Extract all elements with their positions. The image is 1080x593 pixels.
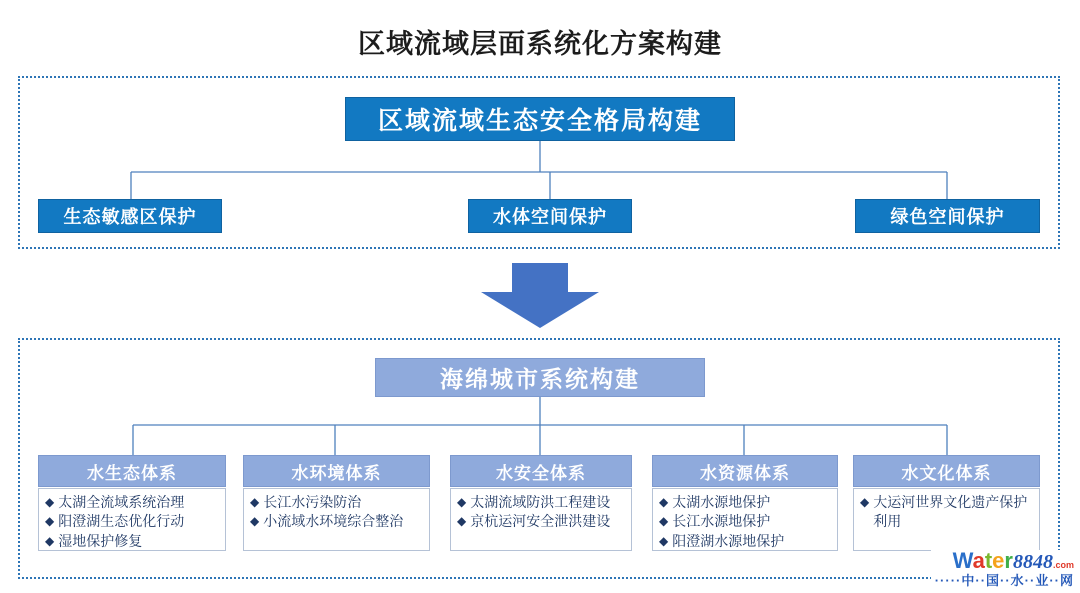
list-item: ◆ 太湖全流域系统治理: [45, 493, 221, 512]
column-header: 水环境体系: [243, 455, 430, 487]
column-water-resources: [652, 455, 838, 551]
watermark-brand-word: Water: [952, 548, 1013, 573]
bottom-main-box: 海绵城市系统构建: [375, 358, 705, 397]
list-item: ◆ 大运河世界文化遗产保护利用: [860, 494, 1028, 530]
column-body: [243, 488, 430, 551]
list-item: ◆ 长江水污染防治: [250, 493, 425, 512]
top-main-box: 区域流域生态安全格局构建: [345, 97, 735, 141]
column-water-ecology: [38, 455, 226, 551]
watermark-tagline: ·····中··国··水··业··网: [934, 573, 1074, 588]
column-header: 水文化体系: [853, 455, 1040, 487]
diamond-bullet-icon: ◆: [659, 533, 669, 548]
list-item: ◆ 阳澄湖水源地保护: [659, 532, 833, 551]
diamond-bullet-icon: ◆: [659, 514, 669, 529]
list-item: ◆ 长江水源地保护: [659, 512, 833, 531]
column-body: [38, 488, 226, 551]
diamond-bullet-icon: ◆: [45, 514, 55, 529]
diamond-bullet-icon: ◆: [457, 495, 467, 509]
column-header: 水资源体系: [652, 455, 838, 487]
column-header: 水生态体系: [38, 455, 226, 487]
down-arrow-icon: [481, 263, 599, 328]
diamond-bullet-icon: ◆: [45, 495, 55, 509]
watermark: [931, 550, 1074, 587]
diamond-bullet-icon: ◆: [457, 514, 467, 529]
top-child-box-green-space: 绿色空间保护: [855, 199, 1040, 233]
watermark-number: 8848: [1012, 551, 1053, 573]
list-item: ◆ 太湖流域防洪工程建设: [457, 493, 627, 512]
top-child-box-eco-sensitive: 生态敏感区保护: [38, 199, 222, 233]
column-water-environment: [243, 455, 430, 551]
column-body: [853, 488, 1040, 551]
list-item: ◆ 湿地保护修复: [45, 532, 221, 551]
diamond-bullet-icon: ◆: [659, 495, 669, 509]
page-title: 区域流域层面系统化方案构建: [358, 29, 722, 59]
list-item: ◆ 阳澄湖生态优化行动: [45, 512, 221, 531]
list-item: ◆ 太湖水源地保护: [659, 493, 833, 512]
column-body: [450, 488, 632, 551]
list-item: ◆ 京杭运河安全泄洪建设: [457, 512, 627, 531]
diamond-bullet-icon: ◆: [250, 514, 260, 529]
diamond-bullet-icon: ◆: [250, 495, 260, 509]
list-item: ◆ 小流域水环境综合整治: [250, 512, 425, 531]
top-child-box-water-space: 水体空间保护: [468, 199, 632, 233]
column-body: [652, 488, 838, 551]
column-water-culture: [853, 455, 1040, 551]
diamond-bullet-icon: ◆: [860, 495, 870, 509]
watermark-tld: .com: [1052, 560, 1074, 570]
diamond-bullet-icon: ◆: [45, 533, 55, 548]
column-water-safety: [450, 455, 632, 551]
column-header: 水安全体系: [450, 455, 632, 487]
watermark-brand: [935, 550, 1074, 572]
